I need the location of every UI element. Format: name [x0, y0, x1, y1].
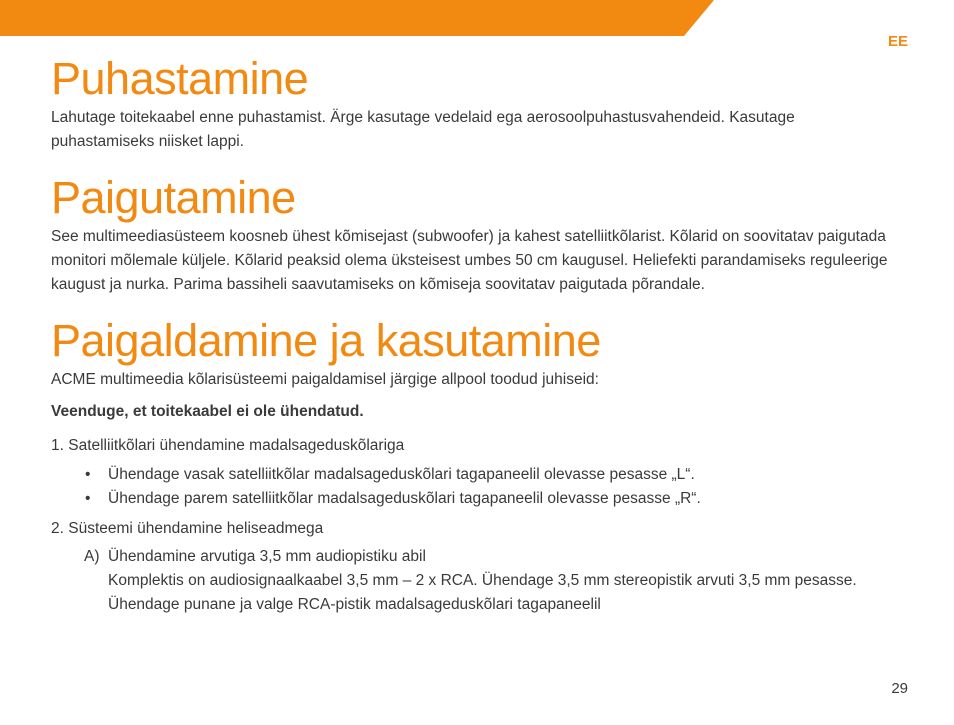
list-item — [51, 463, 901, 487]
sub-item-text: Komplektis on audiosignaalkaabel 3,5 mm – 2 x RCA. Ühendage 3,5 mm stereopistik arvuti 3,5 mm pesasse. Ühendage punane ja valge RCA-pistik madalsageduskõlari tagapaneelil — [108, 572, 857, 613]
cleaning-paragraph: Lahutage toitekaabel enne puhastamist. Ärge kasutage vedelaid ega aerosoolpuhastusvahendeid. Kasutage puhastamiseks niisket lappi. — [51, 109, 795, 150]
page-number: 29 — [891, 680, 908, 697]
bullet-text: Ühendage parem satelliitkõlar madalsageduskõlari tagapaneelil olevasse pesasse „R“. — [108, 490, 701, 507]
heading-cleaning: Puhastamine — [51, 53, 309, 104]
installation-warning: Veenduge, et toitekaabel ei ole ühendatud. — [51, 403, 364, 420]
page-content — [51, 52, 901, 617]
bullet-text: Ühendage vasak satelliitkõlar madalsageduskõlari tagapaneelil olevasse pesasse „L“. — [108, 466, 695, 483]
step-1-bullets — [51, 463, 901, 511]
placement-paragraph: See multimeediasüsteem koosneb ühest kõmisejast (subwoofer) ja kahest satelliitkõlarist. Kõlarid on soovitatav paigutada monitori mõlemale küljele. Kõlarid peaksid olema üksteisest umbes 50 cm kaugusel. Heliefekti parandamiseks reguleerige kaugust ja nurka. Parima bassiheli saavutamiseks on kõmiseja soovitatav paigutada põrandale. — [51, 228, 888, 293]
installation-intro: ACME multimeedia kõlarisüsteemi paigaldamisel järgige allpool toodud juhiseid: — [51, 371, 599, 388]
step-2-sub-item — [51, 545, 901, 617]
sub-item-title: Ühendamine arvutiga 3,5 mm audiopistiku abil — [108, 548, 426, 565]
step-2-label: 2. Süsteemi ühendamine heliseadmega — [51, 520, 324, 537]
heading-placement: Paigutamine — [51, 172, 296, 223]
list-item — [51, 487, 901, 511]
step-1-label: 1. Satelliitkõlari ühendamine madalsageduskõlariga — [51, 437, 405, 454]
language-code: EE — [887, 33, 908, 50]
bullet-icon: • — [85, 466, 91, 483]
bullet-icon: • — [85, 490, 91, 507]
sub-item-letter: A) — [84, 548, 100, 565]
header-banner — [0, 0, 954, 36]
heading-installation: Paigaldamine ja kasutamine — [51, 315, 601, 366]
